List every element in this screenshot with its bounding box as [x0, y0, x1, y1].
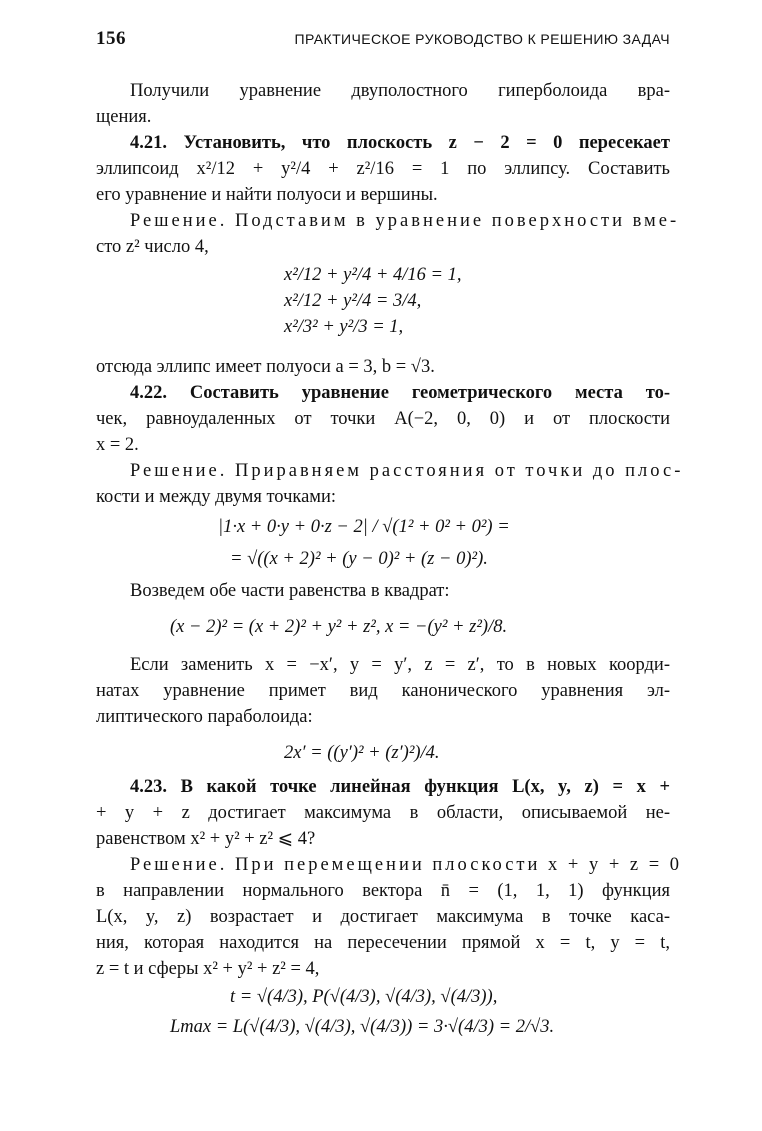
text-line: его уравнение и найти полуоси и вершины. — [96, 185, 438, 205]
text-line: + y + z достигает максимума в области, описываемой не- — [96, 803, 670, 823]
equation: x²/12 + y²/4 = 3/4, — [284, 291, 422, 311]
text-line: щения. — [96, 107, 152, 127]
text-line: кости и между двумя точками: — [96, 487, 337, 507]
text-line: Возведем обе части равенства в квадрат: — [130, 581, 450, 601]
equation: = √((x + 2)² + (y − 0)² + (z − 0)²). — [230, 549, 488, 569]
equation: Lmax = L(√(4/3), √(4/3), √(4/3)) = 3·√(4/3) = 2/√3. — [170, 1017, 555, 1037]
problem-4-23-line: 4.23. В какой точке линейная функция L(x, y, z) = x + — [130, 777, 670, 797]
text-line: натах уравнение примет вид канонического уравнения эл- — [96, 681, 670, 701]
solution-line: Решение. Подставим в уравнение поверхности вме- — [130, 211, 680, 231]
text-line: липтического параболоида: — [96, 707, 313, 727]
page-number: 156 — [96, 28, 126, 49]
text-line: x = 2. — [96, 435, 139, 455]
equation: x²/12 + y²/4 + 4/16 = 1, — [284, 265, 462, 285]
text-line: Получили уравнение двуполостного гиперболоида вра- — [130, 81, 670, 101]
text-line: в направлении нормального вектора n̄ = (1, 1, 1) функция — [96, 881, 670, 901]
text-line: сто z² число 4, — [96, 237, 209, 257]
equation: |1·x + 0·y + 0·z − 2| / √(1² + 0² + 0²) = — [218, 517, 510, 537]
text-line: Если заменить x = −x′, y = y′, z = z′, то в новых коорди- — [130, 655, 670, 675]
solution-line: Решение. При перемещении плоскости x + y + z = 0 — [130, 855, 683, 875]
equation: x²/3² + y²/3 = 1, — [284, 317, 404, 337]
text-line: отсюда эллипс имеет полуоси a = 3, b = √3. — [96, 357, 435, 377]
running-title: ПРАКТИЧЕСКОЕ РУКОВОДСТВО К РЕШЕНИЮ ЗАДАЧ — [294, 31, 670, 47]
text-line: равенством x² + y² + z² ⩽ 4? — [96, 829, 316, 849]
solution-line: Решение. Приравняем расстояния от точки до плос- — [130, 461, 684, 481]
problem-4-21-line: 4.21. Установить, что плоскость z − 2 = 0 пересекает — [130, 133, 670, 153]
problem-4-22-line: 4.22. Составить уравнение геометрического места то- — [130, 383, 670, 403]
text-line: ния, которая находится на пересечении прямой x = t, y = t, — [96, 933, 670, 953]
text-line: эллипсоид x²/12 + y²/4 + z²/16 = 1 по эллипсу. Составить — [96, 159, 670, 179]
text-line: чек, равноудаленных от точки A(−2, 0, 0) и от плоскости — [96, 409, 670, 429]
equation: (x − 2)² = (x + 2)² + y² + z², x = −(y² + z²)/8. — [170, 617, 508, 637]
text-line: z = t и сферы x² + y² + z² = 4, — [96, 959, 320, 979]
equation: t = √(4/3), P(√(4/3), √(4/3), √(4/3)), — [230, 987, 498, 1007]
equation: 2x′ = ((y′)² + (z′)²)/4. — [284, 743, 440, 763]
text-line: L(x, y, z) возрастает и достигает максимума в точке каса- — [96, 907, 670, 927]
